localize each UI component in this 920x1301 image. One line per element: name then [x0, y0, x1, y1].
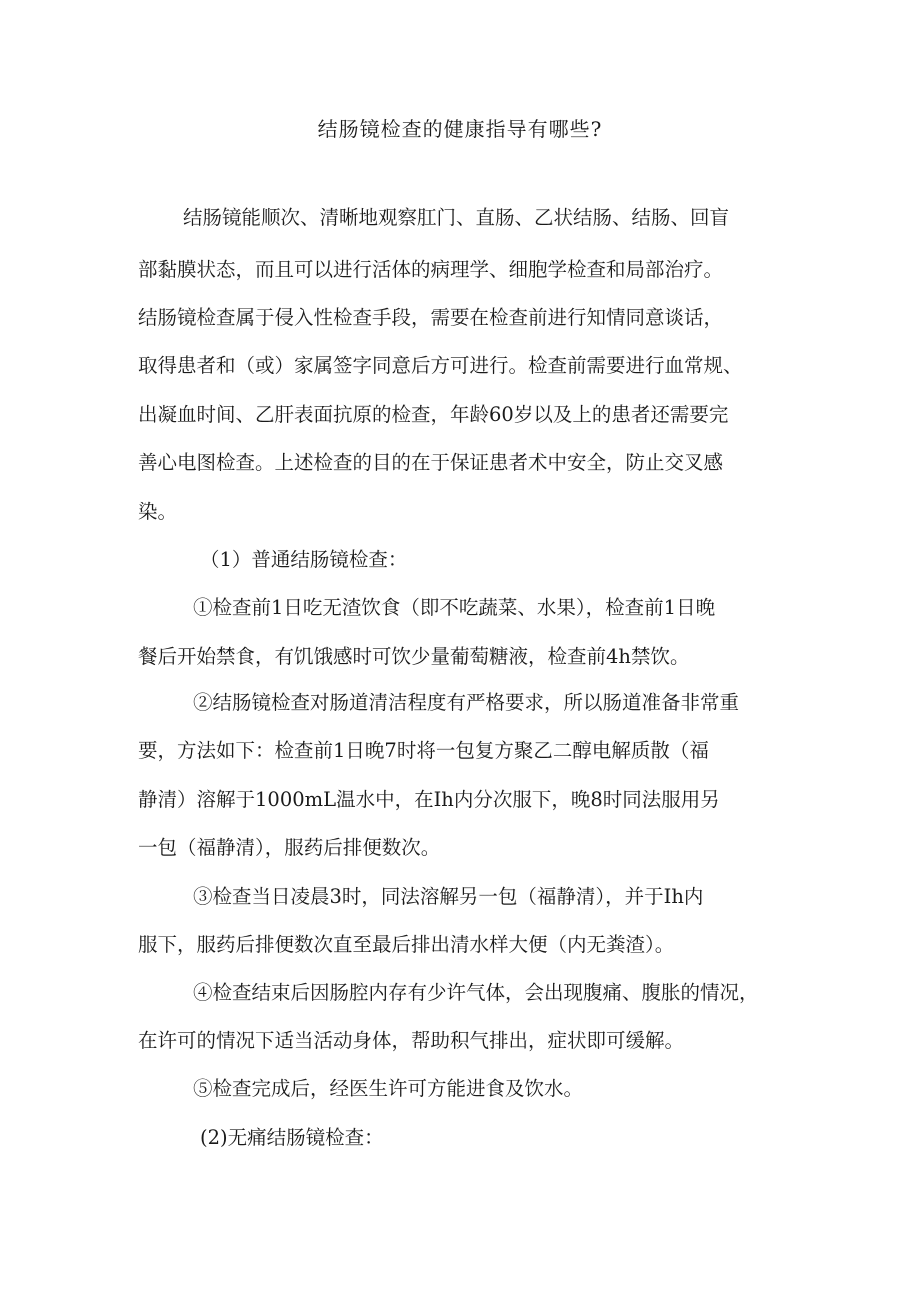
text-line: 结肠镜能顺次、清晰地观察肛门、直肠、乙状结肠、结肠、回盲	[183, 206, 730, 229]
text-line: 部黏膜状态，而且可以进行活体的病理学、细胞学检查和局部治疗。	[138, 258, 724, 281]
text-line: 善心电图检查。上述检查的目的在于保证患者术中安全，防止交叉感	[138, 451, 724, 474]
text-line: 取得患者和（或）家属签字同意后方可进行。检查前需要进行血常规、	[138, 354, 743, 377]
text-line: ⑤检查完成后，经医生许可方能进食及饮水。	[193, 1077, 584, 1100]
text-line: 染。	[138, 500, 178, 523]
text-line: ④检查结束后因肠腔内存有少许气体，会出现腹痛、腹胀的情况，	[193, 981, 759, 1004]
text-line: 服下，服药后排便数次直至最后排出清水样大便（内无粪渣）。	[138, 933, 675, 956]
text-line: 餐后开始禁食，有饥饿感时可饮少量葡萄糖液，检查前4h禁饮。	[138, 645, 690, 668]
text-line: 出凝血时间、乙肝表面抗原的检查，年龄60岁以及上的患者还需要完	[138, 403, 729, 426]
section-heading-1: （1）普通结肠镜检查：	[200, 548, 408, 571]
text-line: ③检查当日凌晨3时，同法溶解另一包（福静清），并于Ih内	[193, 885, 704, 908]
text-line: 结肠镜检查属于侵入性检查手段，需要在检查前进行知情同意谈话，	[138, 306, 724, 329]
text-line: ①检查前1日吃无渣饮食（即不吃蔬菜、水果），检查前1日晚	[193, 596, 716, 619]
text-line: 一包（福静清），服药后排便数次。	[138, 836, 441, 859]
text-line: 要，方法如下：检查前1日晚7时将一包复方聚乙二醇电解质散（福	[138, 739, 709, 762]
text-line: 在许可的情况下适当活动身体，帮助积气排出，症状即可缓解。	[138, 1029, 685, 1052]
document-title: 结肠镜检查的健康指导有哪些?	[317, 117, 603, 141]
text-line: ②结肠镜检查对肠道清洁程度有严格要求，所以肠道准备非常重	[193, 691, 740, 714]
section-heading-2: (2)无痛结肠镜检查：	[200, 1126, 384, 1149]
text-line: 静清）溶解于1000mL温水中，在Ih内分次服下，晚8时同法服用另	[138, 788, 720, 811]
